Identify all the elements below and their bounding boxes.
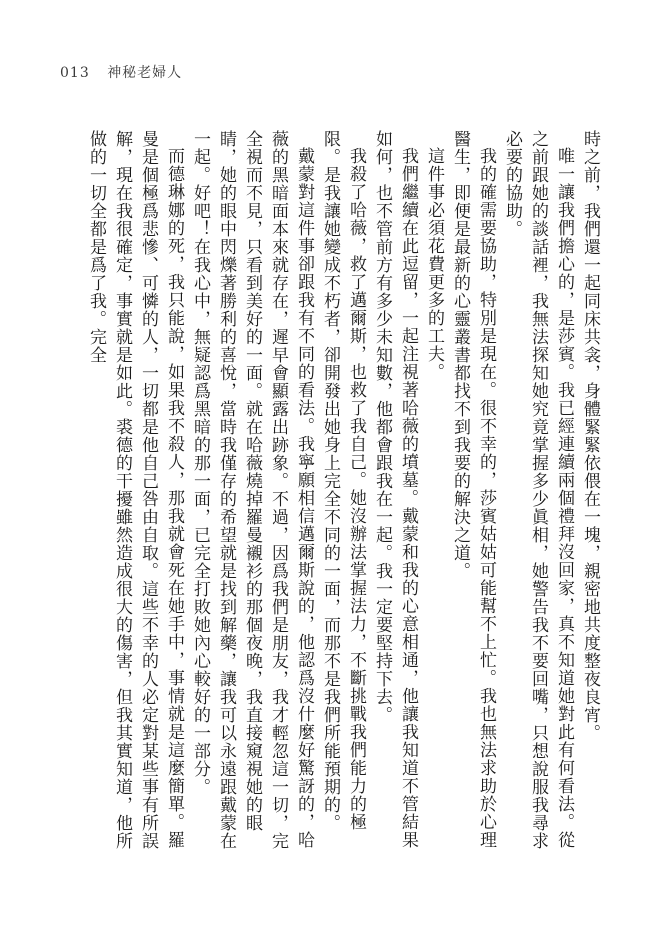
paragraph: 而德琳娜的死，我只能說，如果我不殺人，那我就會死在她手中，事情就是這麼簡單。羅曼是個極爲悲慘、可憐的人，一切都是他自己咎由自取。這些不幸的人必定對某些事有所誤解，現在我很確定，事實就是如此。裘德的干擾雖然造成很大的傷害，但我其實知道，他所做的一切全都是爲了我。完全: [86, 130, 184, 850]
paragraph: 我殺了哈薇，救了邁爾斯，也救了我自己。她沒辦法掌握法力，不斷挑戰我們能力的極限。是我讓她變成不朽者，卻開發出她身上完全不同的一面，而那不是我們所能預期的。: [320, 130, 366, 832]
paragraph: 戴蒙對這件事卻跟我有不同的看法。我寧願相信邁爾斯說的，他認爲沒什麼好驚訝的，哈薇的黑暗面本來就存在，遲早會顯露出跡象。不過，因爲我們是朋友，我才輕忽這一切，完全視而不見，只看到美好的一面。就在哈薇燒掉羅曼襯衫的那個夜晚，我直接窺視她的眼睛，她的眼中閃爍著勝利的喜悅，當時我僅存的希望就是找到解藥，讓我可以永遠跟戴蒙在一起。好吧！在我心中，無疑認爲黑暗的那一面，已完全打敗她內心較好的一部分。: [190, 130, 314, 850]
page-number: 013: [60, 65, 90, 81]
paragraph: 時之前，我們還一起同床共衾，身體緊緊依偎在一塊，親密地共度整夜良宵。: [580, 130, 600, 742]
running-header: [60, 62, 182, 82]
paragraph: 這件事必須花費更多的工夫。: [424, 147, 444, 381]
paragraph: 我的確需要協助，特別是現在。很不幸的，莎賓姑姑可能幫不上忙。我也無法求助於心理醫生，即便是最新的心靈叢書都找不到我要的解決之道。: [450, 130, 496, 849]
paragraph: 唯一讓我們擔心的，是莎賓。我已經連續兩個禮拜沒回家，真不知道她對此有何看法。從之前跟她的談話裡，我無法探知她究竟掌握多少眞相，她警告我不要回嘴，只想說服我尋求必要的協助。: [502, 130, 574, 850]
vertical-body-text: [58, 130, 603, 860]
paragraph: 我們繼續在此逗留，一起注視著哈薇的墳墓。戴蒙和我的心意相通，他讓我知道不管結果如何，也不管前方有多少未知數，他都會跟我在一起。我一定要堅持下去。: [372, 130, 418, 849]
book-title: 神秘老婦人: [107, 65, 183, 81]
